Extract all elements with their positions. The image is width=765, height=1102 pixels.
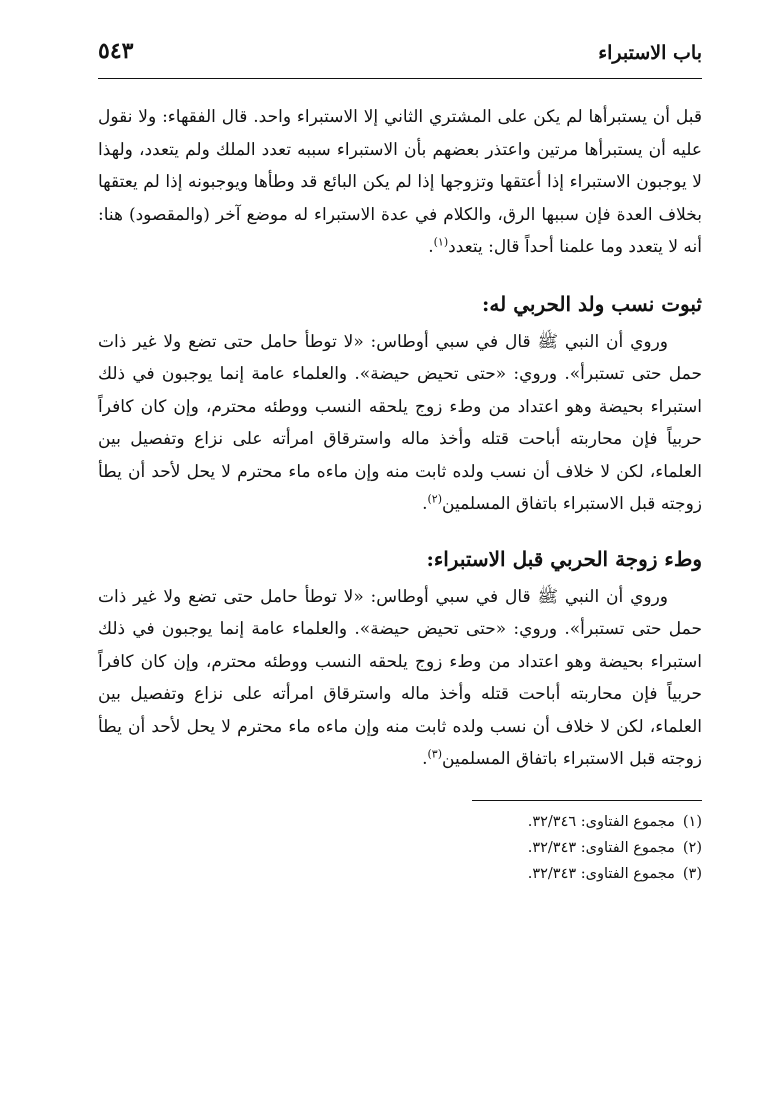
paragraph-text: قبل أن يستبرأها لم يكن على المشتري الثاني إلا الاستبراء واحد. قال الفقهاء: ولا نقول عليه أن يستبرأها مرتين واعتذر بعضهم بأن الاستبراء سببه تعدد الملك ولم يتعدد، ولهذا لا يوجبون الاستبراء إذا أعتقها وتزوجها إذا لم يكن البائع قد وطأها ويوجبونه إذا لم يعتقها بخلاف العدة فإن سببها الرق، والكلام في عدة الاستبراء له موضع آخر (والمقصود) هنا: أنه لا يتعدد وما علمنا أحداً قال: يتعدد (98, 107, 702, 257)
footnote-number: (٢) (682, 839, 702, 856)
footnote-ref-2: (٢) (427, 492, 443, 506)
body-paragraph-2 (98, 326, 702, 521)
section-heading-1: ثبوت نسب ولد الحربي له: (482, 291, 702, 316)
paragraph-end: . (422, 749, 428, 769)
footnote-text: مجموع الفتاوى: ٣٢/٣٤٣. (527, 839, 675, 856)
page-number: ٥٤٣ (98, 38, 134, 64)
footnote-divider (472, 800, 702, 801)
footnote-ref-3: (٣) (427, 747, 443, 761)
body-paragraph-3 (98, 581, 702, 776)
section-heading-2: وطء زوجة الحربي قبل الاستبراء: (426, 546, 702, 571)
footnote-ref-1: (١) (433, 235, 449, 249)
paragraph-text: وروي أن النبي ﷺ قال في سبي أوطاس: «لا توطأ حامل حتى تضع ولا غير ذات حمل حتى تستبرأ». وروي: «حتى تحيض حيضة». والعلماء عامة إنما يوجبون في ذلك استبراء بحيضة وهو اعتداد من وطء زوج يلحقه النسب ووطئه محترم، وإن كان كافراً حربياً فإن محاربته أباحت قتله وأخذ ماله واسترقاق امرأته على نزاع وتفصيل بين العلماء، لكن لا خلاف أن نسب ولده ثابت منه وإن ماءه ماء محترم لا يحل لأحد أن يطأ زوجته قبل الاستبراء باتفاق المسلمين (98, 586, 702, 769)
paragraph-text: وروي أن النبي ﷺ قال في سبي أوطاس: «لا توطأ حامل حتى تضع ولا غير ذات حمل حتى تستبرأ». وروي: «حتى تحيض حيضة». والعلماء عامة إنما يوجبون في ذلك استبراء بحيضة وهو اعتداد من وطء زوج يلحقه النسب ووطئه محترم، وإن كان كافراً حربياً فإن محاربته أباحت قتله وأخذ ماله واسترقاق امرأته على نزاع وتفصيل بين العلماء، لكن لا خلاف أن نسب ولده ثابت منه وإن ماءه ماء محترم لا يحل لأحد أن يطأ زوجته قبل الاستبراء باتفاق المسلمين (98, 331, 702, 514)
paragraph-end: . (422, 494, 428, 514)
body-paragraph-1 (98, 101, 702, 264)
footnote-number: (١) (682, 813, 702, 830)
footnote-text: مجموع الفتاوى: ٣٢/٣٤٦. (527, 813, 675, 830)
footnote-1 (98, 809, 702, 835)
footnotes (98, 809, 702, 887)
footnote-3 (98, 861, 702, 887)
paragraph-end: . (428, 237, 434, 257)
footnote-2 (98, 835, 702, 861)
book-page (98, 30, 702, 1070)
chapter-title: باب الاستبراء (598, 42, 702, 64)
running-header (98, 30, 702, 79)
footnote-number: (٣) (682, 865, 702, 882)
footnote-text: مجموع الفتاوى: ٣٢/٣٤٣. (527, 865, 675, 882)
